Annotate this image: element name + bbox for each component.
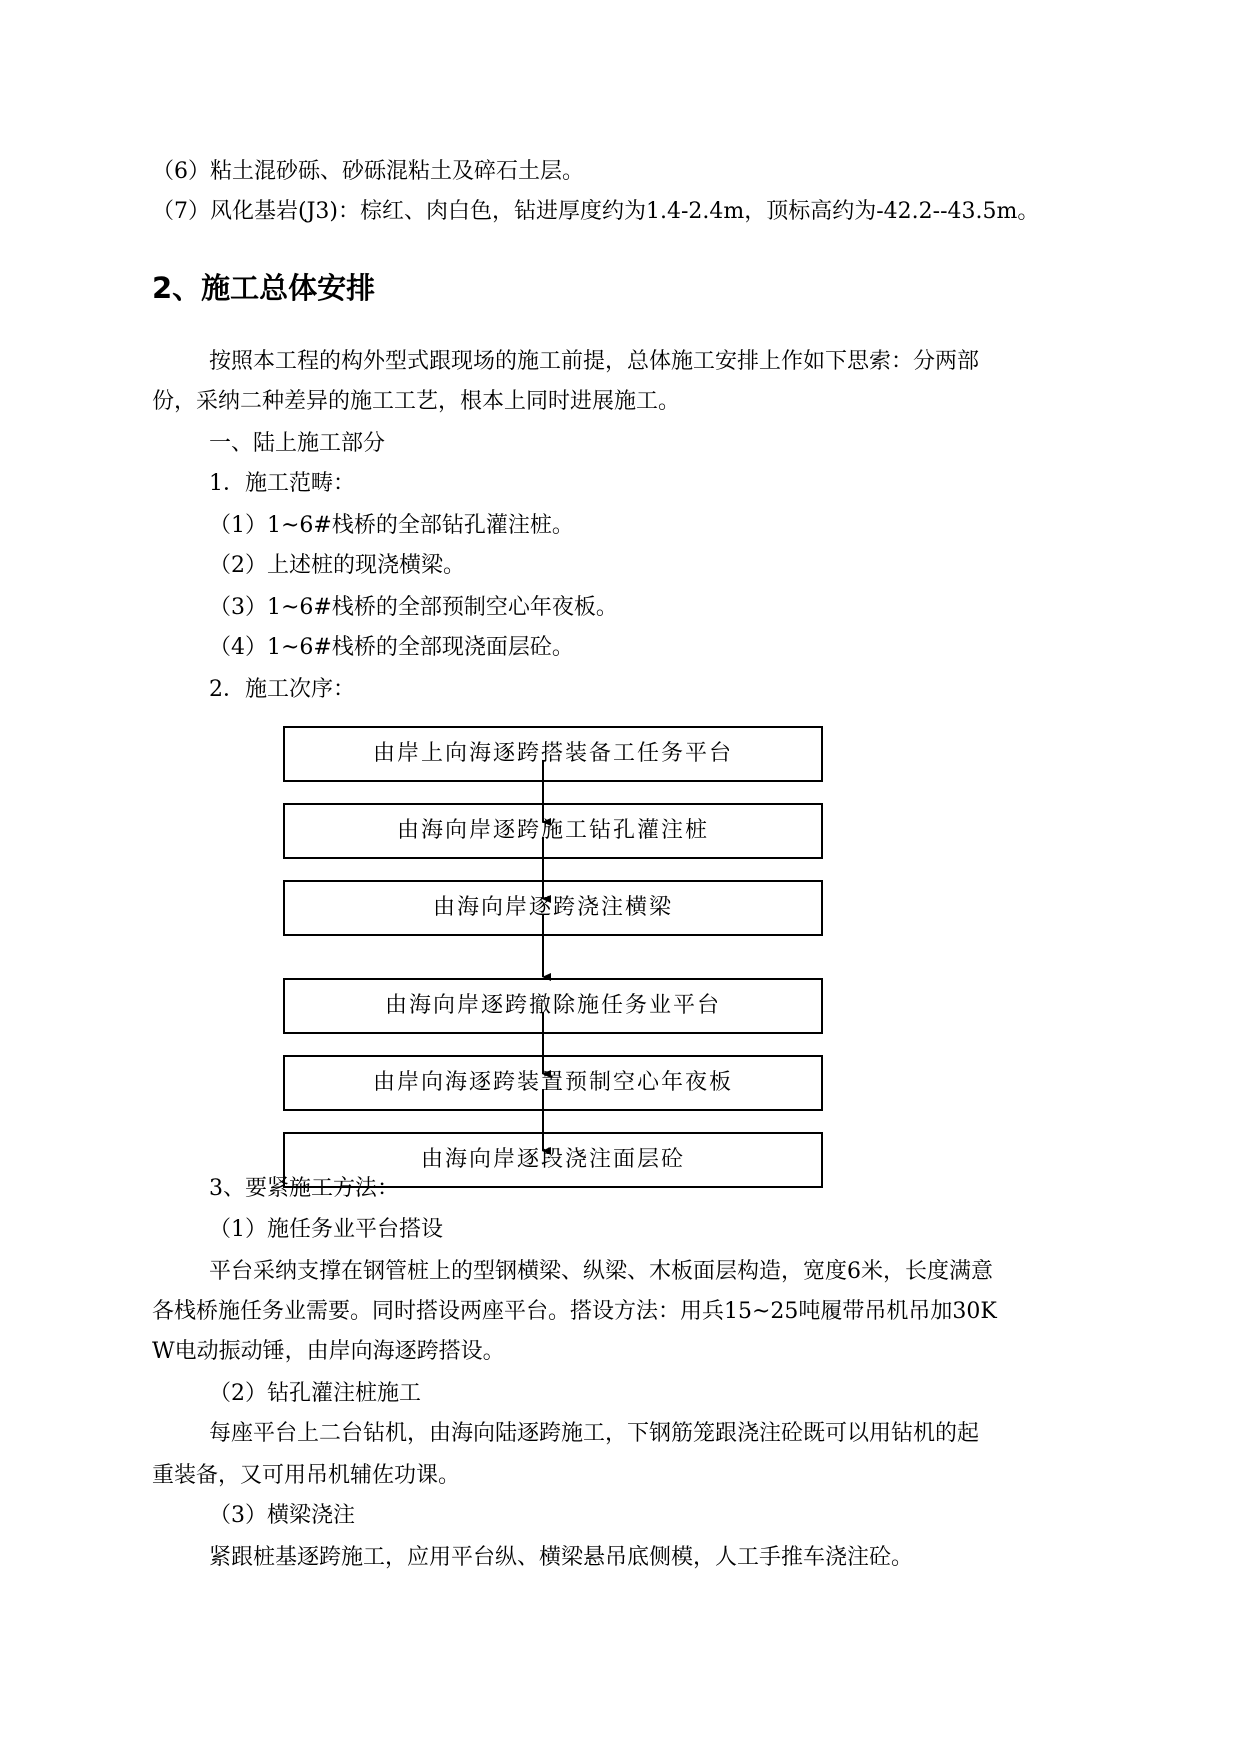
intro-paragraph-line2: 份，采纳二种差异的施工工艺，根本上同时进展施工。 [152, 389, 681, 414]
method3-line1: 紧跟桩基逐跨施工，应用平台纵、横梁悬吊底侧模，人工手推车浇注砼。 [209, 1545, 914, 1570]
method1-title: （1）施任务业平台搭设 [209, 1217, 443, 1242]
flow-step-3: 由海向岸逐跨浇注横梁 [283, 880, 823, 936]
scope-item-1: （1）1~6#栈桥的全部钻孔灌注桩。 [209, 513, 574, 538]
part1-title: 一、陆上施工部分 [209, 431, 386, 456]
flow-step-1: 由岸上向海逐跨搭装备工任务平台 [283, 726, 823, 782]
method2-line2: 重装备，又可用吊机辅佐功课。 [152, 1463, 461, 1488]
flow-step-2: 由海向岸逐跨施工钻孔灌注桩 [283, 803, 823, 859]
flow-step-5: 由岸向海逐跨装置预制空心年夜板 [283, 1055, 823, 1111]
method2-title: （2）钻孔灌注桩施工 [209, 1381, 421, 1406]
method1-line1: 平台采纳支撑在钢管桩上的型钢横梁、纵梁、木板面层构造，宽度6米，长度满意 [209, 1259, 993, 1284]
method1-line2: 各栈桥施任务业需要。同时搭设两座平台。搭设方法：用兵15~25吨履带吊机吊加30K [152, 1299, 997, 1324]
soil-layer-7: （7）风化基岩(J3)：棕红、肉白色，钻进厚度约为1.4-2.4m，顶标高约为-42.2--43.5m。 [152, 199, 1040, 224]
scope-item-2: （2）上述桩的现浇横梁。 [209, 553, 465, 578]
method3-title: （3）横梁浇注 [209, 1503, 355, 1528]
scope-item-3: （3）1~6#栈桥的全部预制空心年夜板。 [209, 595, 618, 620]
methods-title: 3、要紧施工方法： [209, 1176, 399, 1201]
section-heading: 2、施工总体安排 [152, 271, 376, 305]
method1-line3: W电动振动锤，由岸向海逐跨搭设。 [152, 1339, 505, 1364]
flow-step-6: 由海向岸逐段浇注面层砼 [283, 1132, 823, 1188]
scope-title: 1．施工范畴： [209, 471, 355, 496]
flow-step-4: 由海向岸逐跨撤除施任务业平台 [283, 978, 823, 1034]
soil-layer-6: （6）粘土混砂砾、砂砾混粘土及碎石土层。 [152, 159, 584, 184]
method2-line1: 每座平台上二台钻机，由海向陆逐跨施工，下钢筋笼跟浇注砼既可以用钻机的起 [209, 1421, 980, 1446]
scope-item-4: （4）1~6#栈桥的全部现浇面层砼。 [209, 635, 574, 660]
sequence-title: 2．施工次序： [209, 677, 355, 702]
intro-paragraph-line1: 按照本工程的构外型式跟现场的施工前提，总体施工安排上作如下思索：分两部 [209, 349, 980, 374]
